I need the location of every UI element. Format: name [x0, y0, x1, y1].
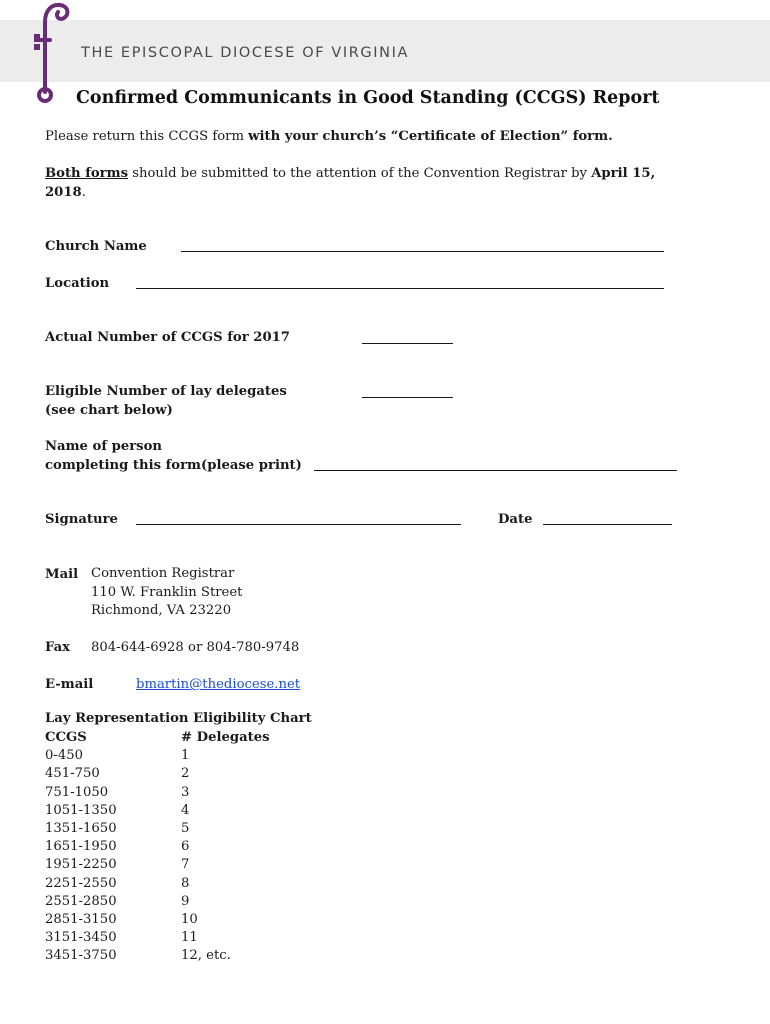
ccgs-range: 1051-1350 — [45, 802, 117, 818]
mail-line: Convention Registrar — [91, 566, 235, 581]
delegate-count: 6 — [181, 839, 190, 855]
delegates-column-header: # Delegates — [181, 730, 270, 745]
mail-label: Mail — [45, 567, 79, 582]
intro-line-1: Please return this CCGS form with your church’s “Certificate of Election” form. — [45, 129, 613, 144]
delegate-count: 9 — [181, 893, 190, 909]
table-row — [45, 893, 270, 911]
table-row — [45, 856, 270, 874]
delegate-count: 3 — [181, 784, 190, 800]
eligibility-chart-title: Lay Representation Eligibility Chart — [45, 711, 312, 726]
mail-address — [91, 565, 242, 621]
delegate-count: 11 — [181, 930, 198, 946]
table-row — [45, 802, 270, 820]
date-field[interactable] — [543, 524, 672, 525]
eligible-delegates-label: Eligible Number of lay delegates (see chart below) — [45, 384, 287, 418]
signature-label: Signature — [45, 512, 118, 527]
delegate-count: 2 — [181, 766, 190, 782]
mail-line: 110 W. Franklin Street — [91, 584, 243, 600]
delegate-count: 8 — [181, 875, 190, 891]
ccgs-range: 2551-2850 — [45, 893, 117, 909]
location-field[interactable] — [136, 288, 664, 289]
delegate-count: 12, etc. — [181, 948, 231, 964]
delegate-count: 10 — [181, 912, 198, 928]
delegate-count: 7 — [181, 857, 190, 873]
intro-line-2: Both forms should be submitted to the attention of the Convention Registrar by April 15, 2018. — [45, 166, 656, 200]
page-title: Confirmed Communicants in Good Standing (CCGS) Report — [76, 88, 660, 108]
delegate-count: 1 — [181, 748, 190, 764]
actual-ccgs-field[interactable] — [362, 343, 453, 344]
ccgs-range: 1651-1950 — [45, 839, 117, 855]
signature-field[interactable] — [136, 524, 461, 525]
church-name-label: Church Name — [45, 239, 147, 254]
delegate-count: 4 — [181, 802, 190, 818]
ccgs-range: 2851-3150 — [45, 912, 117, 928]
delegate-count: 5 — [181, 821, 190, 837]
church-name-field[interactable] — [181, 251, 664, 252]
table-row — [45, 747, 270, 765]
table-row — [45, 820, 270, 838]
ccgs-range: 1351-1650 — [45, 821, 117, 837]
diocese-name: THE EPISCOPAL DIOCESE OF VIRGINIA — [81, 45, 409, 61]
eligible-delegates-field[interactable] — [362, 397, 453, 398]
actual-ccgs-label: Actual Number of CCGS for 2017 — [45, 330, 290, 345]
ccgs-range: 1951-2250 — [45, 857, 117, 873]
table-row — [45, 765, 270, 783]
table-row — [45, 929, 270, 947]
ccgs-range: 3151-3450 — [45, 930, 117, 946]
email-link[interactable]: bmartin@thediocese.net — [136, 677, 301, 692]
location-label: Location — [45, 276, 110, 291]
person-name-field[interactable] — [314, 470, 677, 471]
chart-header-row — [45, 729, 270, 747]
ccgs-range: 3451-3750 — [45, 948, 117, 964]
fax-label: Fax — [45, 640, 71, 655]
ccgs-range: 451-750 — [45, 766, 100, 782]
ccgs-range: 751-1050 — [45, 784, 109, 800]
table-row — [45, 838, 270, 856]
table-row — [45, 875, 270, 893]
date-label: Date — [498, 512, 533, 527]
ccgs-range: 2251-2550 — [45, 875, 117, 891]
person-name-label: Name of person completing this form(please print) — [45, 439, 302, 473]
eligibility-chart — [45, 729, 270, 966]
mail-line: Richmond, VA 23220 — [91, 603, 232, 618]
ccgs-range: 0-450 — [45, 748, 84, 764]
ccgs-column-header: CCGS — [45, 730, 87, 745]
table-row — [45, 947, 270, 965]
table-row — [45, 784, 270, 802]
table-row — [45, 911, 270, 929]
crozier-icon — [28, 0, 78, 108]
email-label: E-mail — [45, 677, 94, 692]
fax-numbers: 804-644-6928 or 804-780-9748 — [91, 640, 300, 655]
